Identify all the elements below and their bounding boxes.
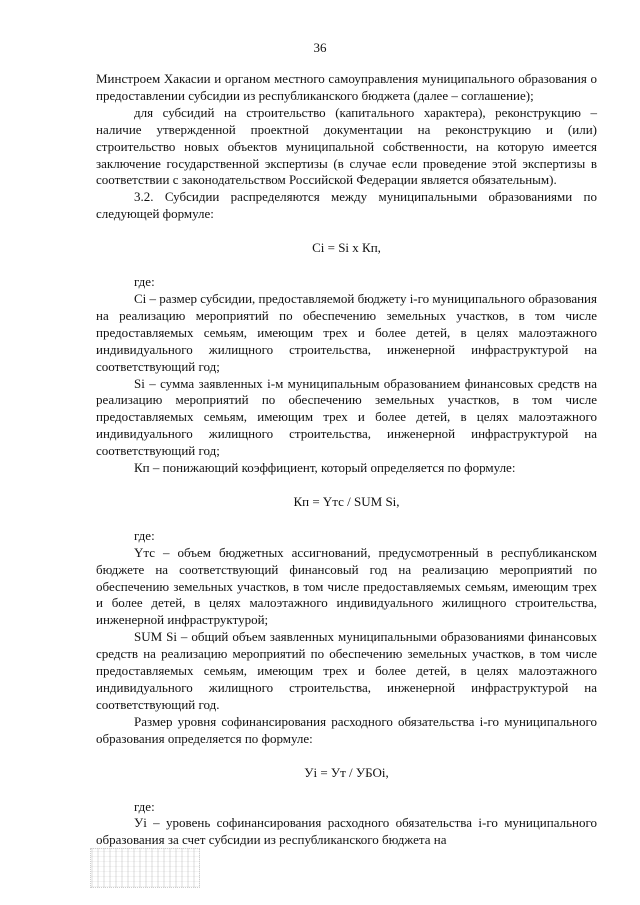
where-label-1: где:: [134, 274, 155, 290]
paragraph-cofinancing-level: Размер уровня софинансирования расходного обязательства i-го муниципального образования определяется по формуле:: [96, 713, 597, 746]
formula-kp: Кп = Yтс / SUM Si,: [293, 493, 400, 509]
definition-yi: Уi – уровень софинансирования расходного обязательства i-го муниципального образования за счет субсидии из республиканского бюджета на: [96, 815, 597, 848]
where-label-3: где:: [134, 798, 155, 814]
page-number: 36: [313, 40, 327, 55]
definition-si: Si – сумма заявленных i-м муниципальным образованием финансовых средств на реализацию мероприятий по обеспечению земельных участков, в том числе предоставляемых семьям, имеющим трех и более детей, в целях малоэтажного индивидуального жилищного строительства, инженерной инфраструктурой на соответствующий год;: [96, 375, 597, 459]
paragraph-distribution: 3.2. Субсидии распределяются между муниципальными образованиями по следующей формуле:: [96, 189, 597, 222]
definition-kp: Кп – понижающий коэффициент, который определяется по формуле:: [134, 460, 516, 476]
scan-stamp-mark: [90, 848, 200, 888]
where-label-2: где:: [134, 527, 155, 543]
document-body: [96, 71, 597, 849]
formula-ci: Ci = Si х Кп,: [312, 240, 381, 256]
definition-ytc: Yтс – объем бюджетных ассигнований, предусмотренный в республиканском бюджете на соответствующий финансовый год на реализацию мероприятий по обеспечению земельных участков, в том числе предоставляемых семьям, имеющим трех и более детей, в целях малоэтажного индивидуального жилищного строительства, инженерной инфраструктурой;: [96, 544, 597, 628]
definition-ci: Ci – размер субсидии, предоставляемой бюджету i-го муниципального образования на реализацию мероприятий по обеспечению земельных участков, в том числе предоставляемых семьям, имеющим трех и более детей, в целях малоэтажного индивидуального жилищного строительства, инженерной инфраструктурой на соответствующий год;: [96, 290, 597, 374]
paragraph-construction-subsidies: для субсидий на строительство (капитального характера), реконструкцию – наличие утвержденной проектной документации на реконструкцию и (или) строительство новых объектов муниципальной собственности, на которую имеется заключение государственной экспертизы (в случае если проведение этой экспертизы в соответствии с законодательством Российской Федерации является обязательным).: [96, 104, 597, 188]
definition-sum-si: SUM Si – общий объем заявленных муниципальными образованиями финансовых средств на реализацию мероприятий по обеспечению земельных участков, в том числе предоставляемых семьям, имеющим трех и более детей, в целях малоэтажного индивидуального жилищного строительства, инженерной инфраструктурой на соответствующий год.: [96, 629, 597, 712]
formula-yi: Уi = Ут / УБОi,: [304, 764, 389, 780]
paragraph-agreement: Минстроем Хакасии и органом местного самоуправления муниципального образования о предоставлении субсидии из республиканского бюджета (далее – соглашение);: [96, 71, 597, 103]
